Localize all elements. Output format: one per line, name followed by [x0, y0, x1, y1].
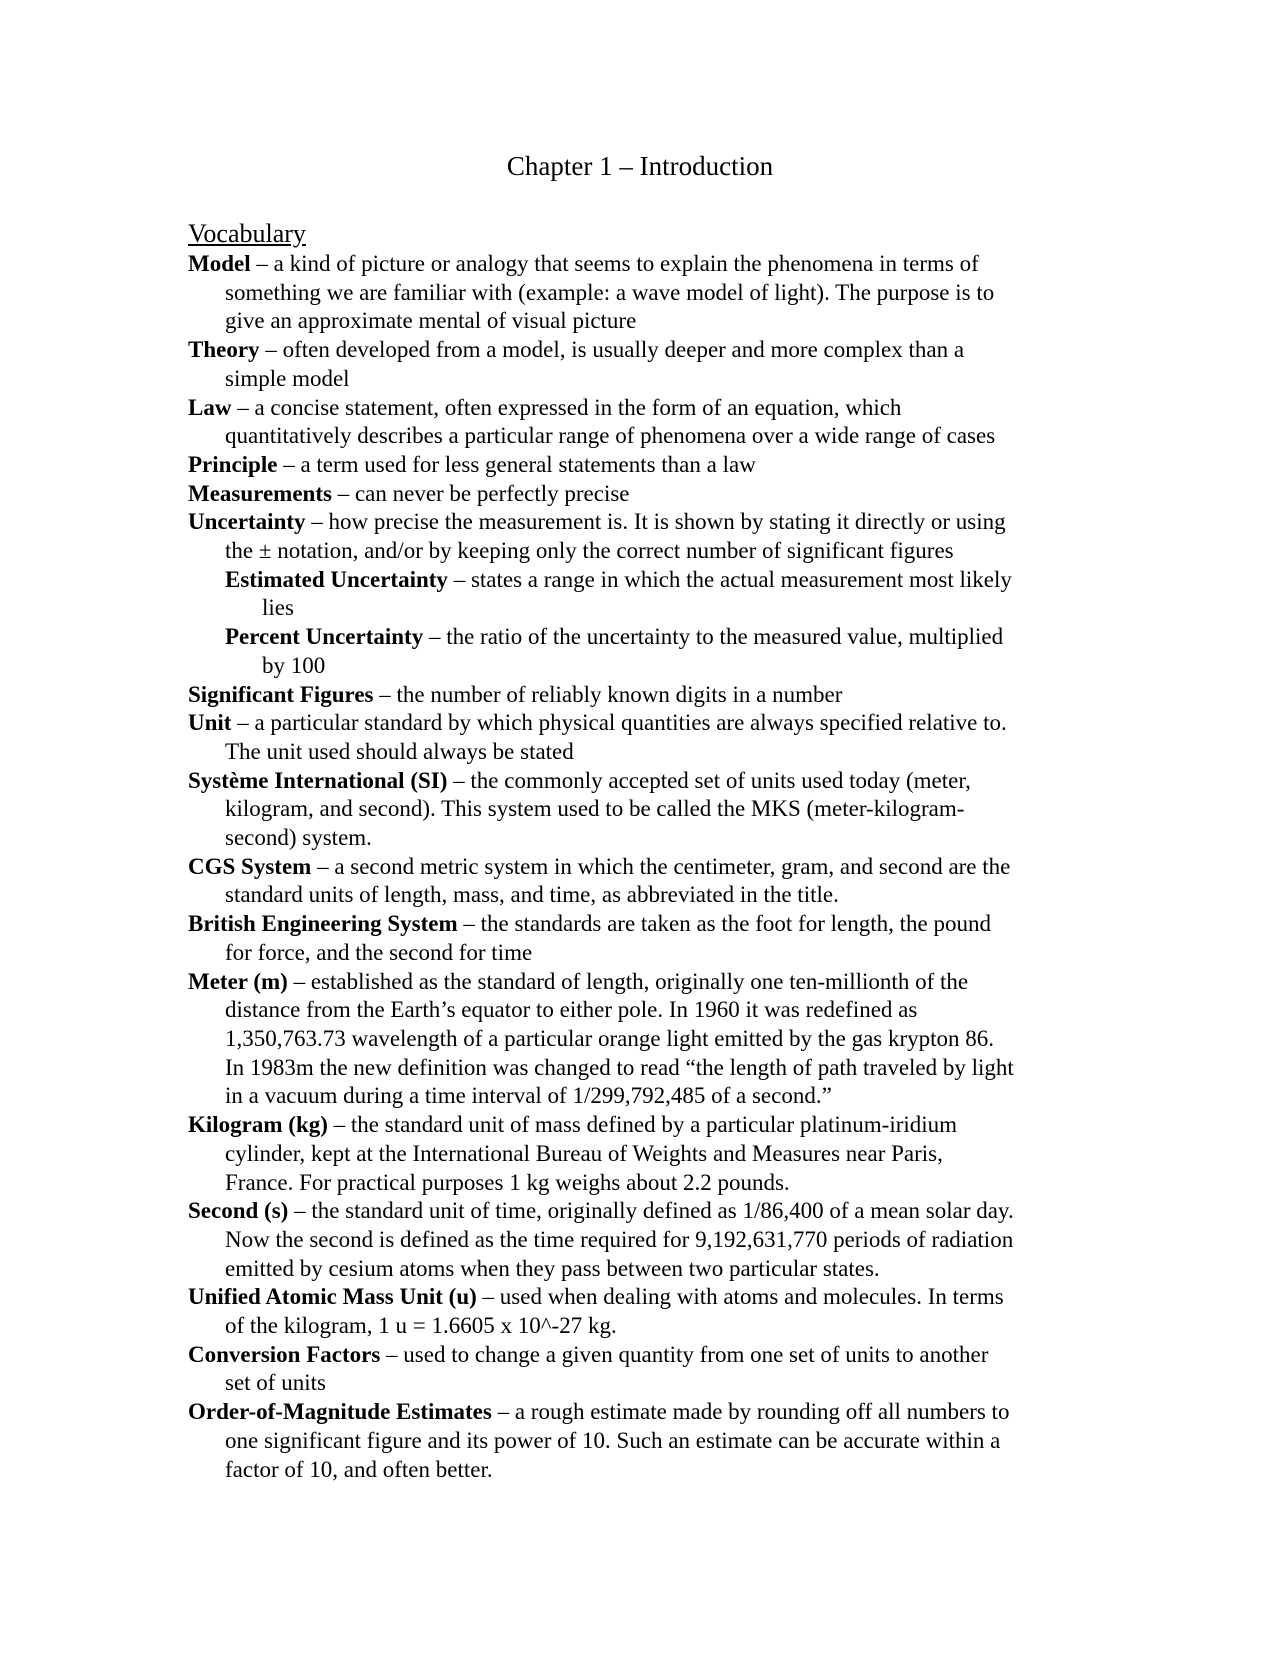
definition-line: the standards are taken as the foot for length, the pound: [480, 911, 991, 937]
vocabulary-entry: [188, 767, 1098, 853]
definition-line: a rough estimate made by rounding off all numbers to: [514, 1399, 1010, 1425]
definition-line: the commonly accepted set of units used today (meter,: [470, 767, 971, 793]
definition-line: of the kilogram, 1 u = 1.6605 x 10^-27 kg.: [225, 1313, 617, 1339]
definition-line: quantitatively describes a particular range of phenomena over a wide range of cases: [225, 423, 996, 449]
vocabulary-entry: [188, 1398, 1098, 1484]
definition-line: emitted by cesium atoms when they pass between two particular states.: [225, 1255, 880, 1281]
vocabulary-entry: [188, 1283, 1098, 1340]
term-separator: –: [331, 480, 355, 506]
definition-line: the standard unit of mass defined by a particular platinum-iridium: [350, 1112, 958, 1138]
definition-line: the ± notation, and/or by keeping only the correct number of significant figures: [225, 538, 954, 564]
definition-line: a kind of picture or analogy that seems to explain the phenomena in terms of: [273, 251, 979, 276]
term-separator: –: [380, 1341, 404, 1367]
term-separator: –: [259, 337, 283, 363]
definition-line: lies: [262, 595, 294, 621]
vocabulary-term: CGS System: [188, 853, 312, 879]
definition-line: used to change a given quantity from one set of units to another: [403, 1341, 989, 1367]
vocabulary-term: Meter (m): [188, 968, 288, 994]
definition-line: distance from the Earth’s equator to either pole. In 1960 it was redefined as: [225, 997, 918, 1023]
vocabulary-entry: [188, 508, 1098, 565]
definition-line: one significant figure and its power of 10. Such an estimate can be accurate within a: [225, 1427, 1001, 1453]
definition-line: factor of 10, and often better.: [225, 1456, 493, 1482]
vocabulary-entry: [188, 709, 1098, 766]
definition-line: second) system.: [225, 825, 372, 851]
definition-line: established as the standard of length, originally one ten-millionth of the: [310, 968, 969, 994]
definition-line: standard units of length, mass, and time, as abbreviated in the title.: [225, 882, 839, 908]
vocabulary-sub-entry: [188, 623, 1098, 680]
definition-line: a concise statement, often expressed in the form of an equation, which: [254, 394, 902, 420]
term-separator: –: [457, 911, 481, 937]
vocabulary-entry: [188, 336, 1098, 393]
vocabulary-list: [188, 250, 1098, 1484]
vocabulary-sub-entry: [188, 566, 1098, 623]
definition-line: Now the second is defined as the time required for 9,192,631,770 periods of radiation: [225, 1226, 1014, 1252]
page-title: Chapter 1 – Introduction: [506, 151, 774, 181]
vocabulary-term: Second (s): [188, 1198, 289, 1224]
definition-line: how precise the measurement is. It is shown by stating it directly or using: [328, 509, 1006, 535]
vocabulary-term: Order-of-Magnitude Estimates: [188, 1399, 492, 1425]
definition-line: often developed from a model, is usually deeper and more complex than a: [282, 337, 965, 363]
definition-line: 1,350,763.73 wavelength of a particular orange light emitted by the gas krypton 86.: [225, 1025, 995, 1051]
vocabulary-term: Law: [188, 394, 232, 420]
vocabulary-entry: [188, 1197, 1098, 1283]
definition-line: something we are familiar with (example: a wave model of light). The purpose is to: [225, 279, 995, 305]
definition-line: the ratio of the uncertainty to the measured value, multiplied: [446, 624, 1004, 650]
vocabulary-term: Unit: [188, 710, 232, 736]
term-separator: –: [311, 853, 335, 879]
term-separator: –: [476, 1284, 500, 1310]
definition-line: a term used for less general statements than a law: [300, 451, 756, 477]
vocabulary-term: Model: [188, 251, 251, 276]
definition-line: a particular standard by which physical quantities are always specified relative to.: [254, 710, 1007, 736]
definition-line: cylinder, kept at the International Bureau of Weights and Measures near Paris,: [225, 1140, 943, 1166]
definition-line: a second metric system in which the centimeter, gram, and second are the: [334, 853, 1011, 879]
vocabulary-entry: [188, 853, 1098, 910]
vocabulary-entry: [188, 250, 1098, 336]
vocabulary-entry: [188, 1111, 1098, 1197]
definition-line: In 1983m the new definition was changed to read “the length of path traveled by light: [225, 1054, 1014, 1080]
definition-line: used when dealing with atoms and molecules. In terms: [499, 1284, 1004, 1310]
definition-line: kilogram, and second). This system used to be called the MKS (meter-kilogram-: [225, 796, 965, 822]
definition-line: set of units: [225, 1370, 326, 1396]
term-separator: –: [231, 394, 255, 420]
definition-line: for force, and the second for time: [225, 939, 533, 965]
term-separator: –: [447, 767, 471, 793]
term-separator: –: [373, 681, 397, 707]
term-separator: –: [305, 509, 329, 535]
vocabulary-term: British Engineering System: [188, 911, 458, 937]
term-separator: –: [250, 251, 274, 276]
definition-line: can never be perfectly precise: [354, 480, 630, 506]
term-separator: –: [447, 566, 471, 592]
definition-line: France. For practical purposes 1 kg weighs about 2.2 pounds.: [225, 1169, 790, 1195]
vocabulary-term: Conversion Factors: [188, 1341, 381, 1367]
term-separator: –: [491, 1399, 515, 1425]
vocabulary-entry: [188, 1341, 1098, 1398]
vocabulary-term: Theory: [188, 337, 260, 363]
vocabulary-entry: [188, 451, 1098, 480]
term-separator: –: [231, 710, 255, 736]
term-separator: –: [288, 1198, 312, 1224]
vocabulary-entry: [188, 968, 1098, 1112]
definition-line: give an approximate mental of visual picture: [225, 308, 637, 334]
definition-line: states a range in which the actual measurement most likely: [470, 566, 1012, 592]
vocabulary-entry: [188, 910, 1098, 967]
definition-line: in a vacuum during a time interval of 1/299,792,485 of a second.”: [225, 1083, 832, 1109]
definition-line: simple model: [225, 365, 350, 391]
vocabulary-term: Système International (SI): [188, 767, 448, 793]
vocabulary-term: Principle: [188, 451, 278, 477]
definition-line: The unit used should always be stated: [225, 738, 574, 764]
vocabulary-term: Kilogram (kg): [188, 1112, 328, 1138]
term-separator: –: [287, 968, 311, 994]
definition-line: by 100: [262, 652, 326, 678]
vocabulary-term: Estimated Uncertainty: [225, 566, 448, 592]
definition-line: the number of reliably known digits in a number: [396, 681, 843, 707]
vocabulary-section: [188, 218, 1098, 1484]
vocabulary-entry: [188, 394, 1098, 451]
vocabulary-term: Percent Uncertainty: [225, 624, 424, 650]
term-separator: –: [277, 451, 301, 477]
vocabulary-entry: [188, 681, 1098, 710]
vocabulary-term: Uncertainty: [188, 509, 306, 535]
definition-line: the standard unit of time, originally defined as 1/86,400 of a mean solar day.: [311, 1198, 1014, 1224]
term-separator: –: [327, 1112, 351, 1138]
vocabulary-term: Unified Atomic Mass Unit (u): [188, 1284, 477, 1310]
vocabulary-entry: [188, 480, 1098, 509]
vocabulary-term: Measurements: [188, 480, 332, 506]
term-separator: –: [423, 624, 447, 650]
section-heading: Vocabulary: [188, 219, 306, 248]
vocabulary-term: Significant Figures: [188, 681, 374, 707]
